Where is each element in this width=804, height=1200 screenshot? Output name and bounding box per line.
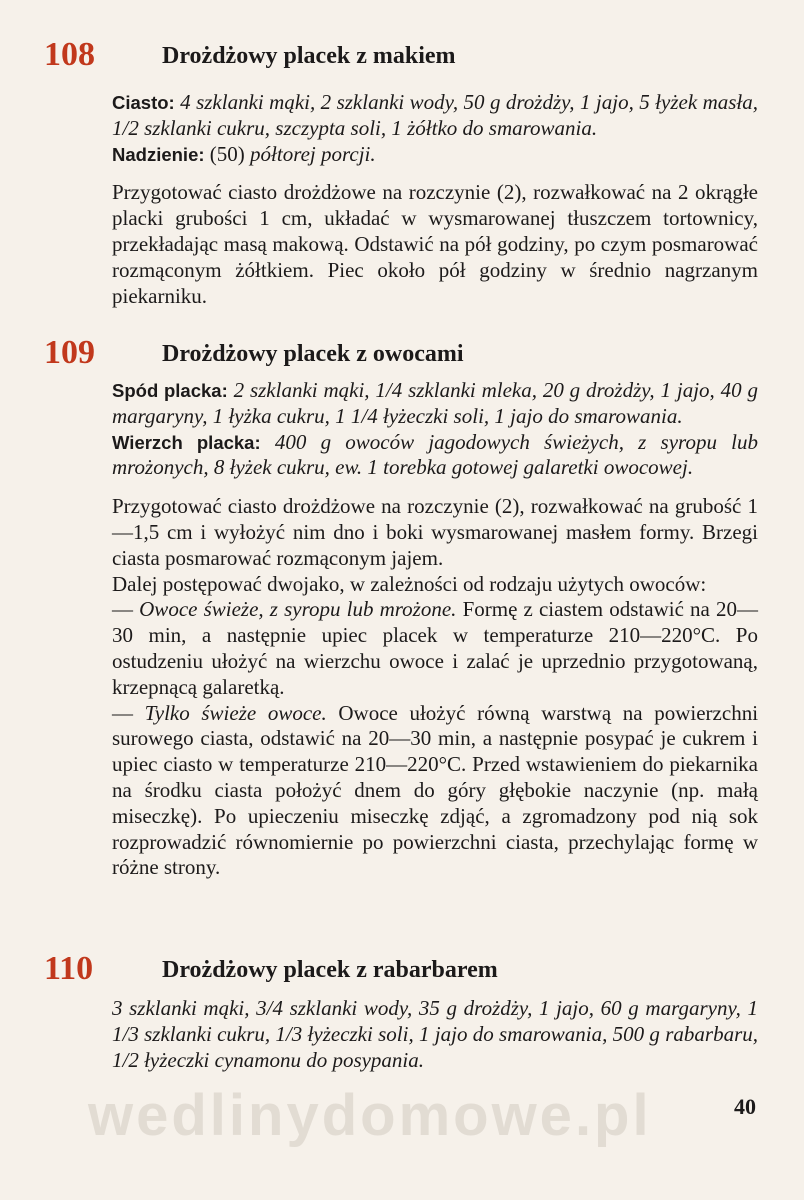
- recipe-number: 110: [44, 950, 94, 987]
- recipe-number: 108: [44, 36, 95, 73]
- method-text: Przygotować ciasto drożdżowe na rozczynie (2), rozwałkować na 2 okrągłe placki grubości 1 cm, układać w wysmarowanej tłuszczem tortownicy, przekładając masą makową. Odstawić na pół godziny, po czym posmarować rozmąconym żółtkiem. Piec około pół godziny w średnio nagrzanym piekarniku.: [112, 180, 758, 308]
- ingredients-text: 4 szklanki mąki, 2 szklanki wody, 50 g drożdży, 1 jajo, 5 łyżek masła, 1/2 szklanki cukru, szczypta soli, 1 żółtko do smarowania.: [112, 90, 759, 140]
- method-text-2: Dalej postępować dwojako, w zależności od rodzaju użytych owoców:: [112, 571, 707, 596]
- recipe-title: Drożdżowy placek z makiem: [162, 43, 456, 69]
- top-text: 400 g owoców jagodowych świeżych, z syropu lub mrożonych, 8 łyżek cukru, ew. 1 torebka gotowej galaretki owocowej.: [112, 429, 758, 480]
- filling-ref: (50): [209, 141, 245, 166]
- top-label: Wierzch placka:: [112, 431, 261, 453]
- recipe-body: [112, 90, 758, 309]
- variant-a: [112, 597, 758, 700]
- ingredients-text: 3 szklanki mąki, 3/4 szklanki wody, 35 g drożdży, 1 jajo, 60 g margaryny, 1 1/3 szklanki cukru, 1/3 łyżeczki soli, 1 jajo do smarowania, 500 g rabarbaru, 1/2 łyżeczki cynamonu do posypania.: [112, 996, 758, 1072]
- page-number: 40: [734, 1094, 756, 1119]
- base-label: Spód placka:: [112, 380, 228, 401]
- base-text: 2 szklanki mąki, 1/4 szklanki mleka, 20 g drożdży, 1 jajo, 40 g margaryny, 1 łyżka cukru, 1 1/4 łyżeczki soli, 1 jajo do smarowania.: [112, 378, 759, 428]
- filling-label: Nadzienie:: [112, 143, 205, 165]
- recipe-body: [112, 996, 758, 1073]
- dash: —: [112, 700, 133, 725]
- filling: [112, 142, 758, 168]
- variant-a-label: Owoce świeże, z syropu lub mrożone.: [139, 597, 457, 622]
- ingredients: [112, 90, 758, 142]
- variant-a-text: Formę z ciastem odstawić na 20—30 min, a następnie upiec placek w temperaturze 210—220°C. Po ostudzeniu ułożyć na wierzchu owoce i zalać je uprzednio przygotowaną, krzepnącą galaretką.: [112, 597, 759, 699]
- variant-b: [112, 701, 758, 882]
- top-ingredients: [112, 430, 758, 482]
- recipe-title: Drożdżowy placek z owocami: [162, 341, 464, 367]
- recipe-title: Drożdżowy placek z rabarbarem: [162, 957, 498, 983]
- dash: —: [112, 597, 133, 622]
- base-ingredients: [112, 378, 758, 430]
- recipe-body: [112, 378, 758, 881]
- variant-b-label: Tylko świeże owoce.: [144, 700, 327, 725]
- variant-b-text: Owoce ułożyć równą warstwą na powierzchni surowego ciasta, odstawić na 20—30 min, a następnie posypać je cukrem i upiec ciasto w temperaturze 210—220°C. Przed wstawieniem do piekarnika na środku ciasta położyć dnem do góry głębokie naczynie (np. małą miseczkę). Po upieczeniu miseczkę zdjąć, a zgromadzony pod nią sok rozprowadzić równomiernie po powierzchni ciasta, przechylając formę w różne strony.: [112, 700, 759, 880]
- recipe-number: 109: [44, 334, 95, 371]
- watermark: wedlinydomowe.pl: [88, 1083, 652, 1148]
- ingredients-label: Ciasto:: [112, 92, 175, 113]
- filling-text: półtorej porcji.: [250, 141, 376, 166]
- method-text-1: Przygotować ciasto drożdżowe na rozczynie (2), rozwałkować na grubość 1—1,5 cm i wyłożyć nim dno i boki wysmarowanej masłem formy. Brzegi ciasta posmarować rozmąconym jajem.: [112, 494, 758, 570]
